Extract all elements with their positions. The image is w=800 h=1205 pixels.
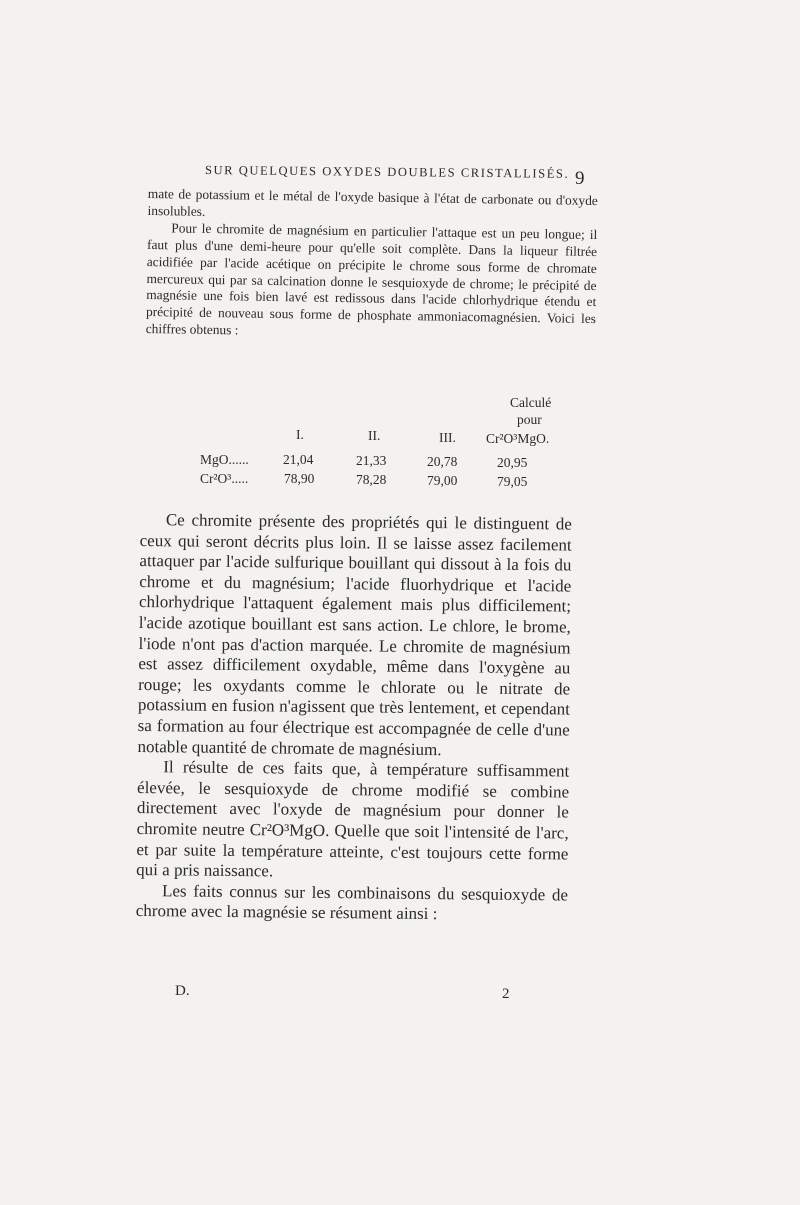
paragraph-conclusion: Il résulte de ces faits que, à température suffisamment élevée, le sesquioxyde de chrome modifié se combine directement avec l'oxyde de magnésium pour donner le chromite neutre Cr²O³MgO. Quelle que soit l'intensité de l'arc, et par suite la température atteinte, c'est toujours cette forme qui a pris naissance. [136,757,570,881]
table-cell: 78,28 [356,472,387,487]
running-title: SUR QUELQUES OXYDES DOUBLES CRISTALLISÉS. [204,163,570,181]
paragraph-summary-intro: Les faits connus sur les combinaisons du sesquioxyde de chrome avec la magnésie se résument ainsi : [135,880,569,924]
table-col-header: II. [368,428,381,443]
table-cell: 21,33 [356,453,387,468]
paragraph-analysis-method: Pour le chromite de magnésium en particulier l'attaque est un peu longue; il faut plus d'une demi-heure pour qu'elle soit complète. Dans la liqueur filtrée acidifiée par l'acide acétique on précipite le chrome sous forme de chromate mercureux qui par sa calcination donne le sesquioxyde de chrome; le précipité de magnésie une fois bien lavé est redissous dans l'acide chlorhydrique étendu et précipité de nouveau sous forme de phosphate ammoniacomagnésien. Voici les chiffres obtenus : [145,220,598,338]
table-cell: 78,90 [284,471,315,486]
table-row-label: MgO...... [200,452,249,467]
sheet-number: 2 [502,986,510,1002]
table-calc-label: Calculé [510,395,552,410]
table-calc-pour: pour [517,412,542,427]
table-cell: 79,05 [497,474,528,489]
table-cell: 79,00 [427,473,458,488]
main-text [136,510,572,926]
signature-mark: D. [175,983,190,999]
table-col-header: I. [296,427,304,442]
table-row-label: Cr²O³..... [200,471,249,486]
paragraph-properties: Ce chromite présente des propriétés qui le distinguent de ceux qui seront décrits plus loin. Il se laisse assez facilement attaquer par l'acide sulfurique bouillant qui dissout à la fois du chrome et du magnésium; l'acide fluorhydrique et l'acide chlorhydrique l'attaquent également mais plus difficilement; l'acide azotique bouillant est sans action. Le chlore, le brome, l'iode n'ont pas d'action marquée. Le chromite de magnésium est assez difficilement oxydable, même dans l'oxygène au rouge; les oxydants comme le chlorate ou le nitrate de potassium en fusion n'agissent que très lentement, et cependant sa formation au four électrique est accompagnée de celle d'une notable quantité de chromate de magnésium. [137,510,572,759]
table-col-header: III. [439,430,456,445]
page-number: 9 [575,168,585,189]
table-cell: 20,95 [497,455,528,470]
table-cell: 20,78 [427,454,458,469]
table-col-header: Cr²O³MgO. [486,431,550,446]
paragraph-continuation: mate de potassium et le métal de l'oxyde basique à l'état de carbonate ou d'oxyde insolubles. [147,186,598,219]
table-cell: 21,04 [283,452,314,467]
